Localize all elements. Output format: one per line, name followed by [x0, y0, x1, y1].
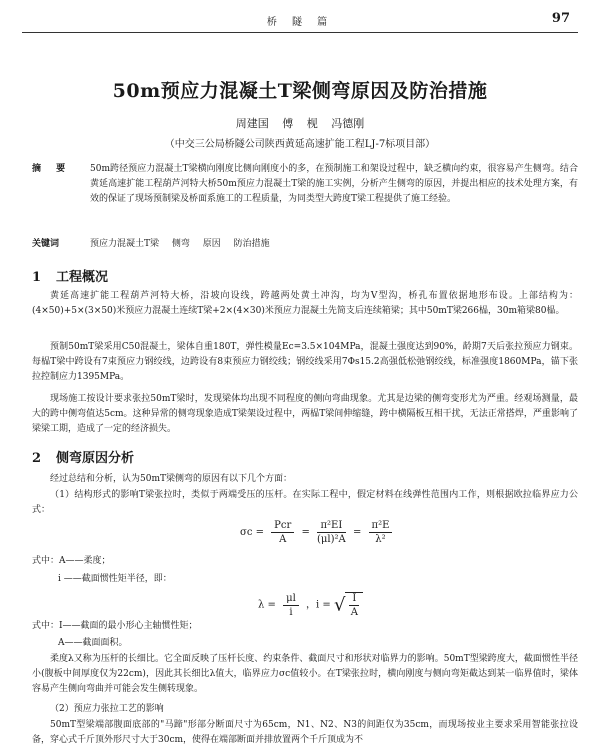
abstract-text: 50m跨径预应力混凝土T梁横向刚度比侧向刚度小的多，在预制施工和架设过程中，缺乏横向约束，很容易产生侧弯。结合黄延高速扩能工程葫芦河特大桥50m预应力混凝土T梁的施工实例，分析产生侧弯的原因，并提出相应的技术处理方案，有效的保证了现场预制梁及桥面系施工的工程质量，为同类型大跨度T梁工程提供了施工经验。: [90, 164, 578, 204]
radius-frac-den: A: [350, 607, 359, 618]
euler-frac-3-num: π²E: [369, 520, 393, 533]
slenderness-paragraph: 柔度λ又称为压杆的长细比。它全面反映了压杆长度、约束条件、截面尺寸和形状对临界力的影响。50mT型梁跨度大，截面惯性半径小(腹板中间厚度仅为22cm)，因此其长细比λ值大，临界应力σc值较小。在T梁张拉时，横向刚度与侧向弯矩截达到某一临界值时，梁体容易产生侧向弯曲并可能会发生侧转现象。: [32, 654, 578, 694]
subsection-1-text: （1）结构形式的影响T梁张拉时，类似于两端受压的压杆。在实际工程中，假定材料在线弹性范围内工作，则根据欧拉临界应力公式：: [32, 490, 578, 515]
section-1-number: 1: [32, 270, 42, 285]
slenderness-lhs: λ =: [258, 599, 276, 611]
section-2-title: 侧弯原因分析: [56, 451, 135, 466]
page-number: 97: [551, 11, 570, 26]
euler-frac-1-num: Pcr: [271, 520, 294, 533]
keywords-block: [32, 237, 578, 252]
authors: 周建国 傅 枧 冯德刚: [235, 117, 365, 130]
euler-frac-1-den: A: [279, 534, 287, 545]
euler-frac-1: [271, 520, 294, 545]
section-1-heading: [32, 266, 108, 285]
euler-frac-2-num: π²EI: [317, 520, 346, 533]
slenderness-frac-den: i: [289, 606, 293, 618]
section-2-heading: [32, 447, 134, 466]
keywords-label: 关键词: [32, 239, 60, 249]
article-title: 50m预应力混凝土T梁侧弯原因及防治措施: [112, 80, 488, 102]
running-header: [22, 10, 578, 33]
section-2-intro: 经过总结和分析，认为50mT梁侧弯的原因有以下几个方面：: [50, 474, 292, 484]
euler-formula: σc = $\frac{\text{Pcr}}{A}$ = $\frac{\text{π²EI}}{\text{(μl)²A}}$ = $\frac{\text{π²E}}{\text{λ²}}$: [240, 520, 396, 545]
term-I: 式中：I——截面的最小形心主轴惯性矩；: [32, 621, 198, 631]
abstract-block: [32, 162, 578, 207]
euler-frac-2: [317, 520, 346, 545]
slenderness-frac: [283, 593, 299, 618]
euler-frac-3: [369, 520, 393, 545]
term-i: i ——截面惯性矩半径，即：: [58, 574, 172, 584]
keywords-text: 预应力混凝土T梁 侧弯 原因 防治措施: [90, 239, 270, 249]
radius-frac: [349, 593, 359, 618]
section-1-paragraph-2: 预制50mT梁采用C50混凝土，梁体自重180T，弹性模量Ec=3.5×104MPa，混凝土强度达到90%，龄期7天后张拉预应力钢束。每榀T梁中跨设有7束预应力钢绞线，边跨设有8束预应力钢绞线；钢绞线采用7Φs15.2高强低松弛钢绞线，标准强度1860MPa，锚下张拉控制应力1395MPa。: [32, 342, 578, 382]
euler-formula-lhs: σc =: [240, 527, 264, 538]
radius-sqrt: √ $\frac{I}{A}$: [334, 592, 363, 618]
term-A: A——截面面积。: [58, 638, 128, 648]
section-1-paragraph-1: 黄延高速扩能工程葫芦河特大桥，沿坡向设线，跨越两处黄土冲沟，均为V型沟，桥孔布置依据地形布设。上部结构为：(4×50)+5×(3×50)米预应力混凝土连续T梁+2×(4×30)米预应力混凝土先简支后连续箱梁；其中50mT梁266榀，30m箱梁80榀。: [32, 291, 578, 316]
abstract-label: 摘 要: [32, 164, 72, 174]
slenderness-formula: [258, 592, 363, 618]
slenderness-frac-num: μl: [283, 593, 299, 606]
euler-frac-3-den: λ²: [375, 534, 386, 545]
affiliation: （中交三公局桥隧公司陕西黄延高速扩能工程LJ-7标项目部）: [164, 139, 436, 150]
radius-lhs: ，i =: [305, 599, 331, 611]
subsection-2-heading: （2）预应力张拉工艺的影响: [50, 704, 164, 714]
section-2-number: 2: [32, 451, 42, 466]
section-1-title: 工程概况: [56, 270, 109, 285]
radius-frac-num: I: [349, 593, 359, 606]
running-header-section: 桥 隧 篇: [266, 17, 334, 28]
section-1-paragraph-3: 现场施工按设计要求张拉50mT梁时，发现梁体均出现不同程度的侧向弯曲现象。尤其是边梁的侧弯变形尤为严重。经观场测量，最大的跨中侧弯值达5cm。这种异常的侧弯现象造成T梁架设过程中，两榀T梁间伸缩缝，跨中横隔板互相干扰，无法正常搭焊，严重影响了梁梁工期，造成了一定的经济损失。: [32, 394, 578, 434]
subsection-2-text: 50mT型梁端部腹面底部的"马蹄"形部分断面尺寸为65cm，N1、N2、N3的间距仅为35cm，而现场按业主要求采用智能张拉设备，穿心式千斤顶外形尺寸大于30cm，使得在端部断面并排放置两个千斤顶成为不: [32, 720, 578, 745]
term-lambda: 式中：A——柔度；: [32, 556, 111, 566]
euler-frac-2-den: (μl)²A: [317, 534, 346, 545]
